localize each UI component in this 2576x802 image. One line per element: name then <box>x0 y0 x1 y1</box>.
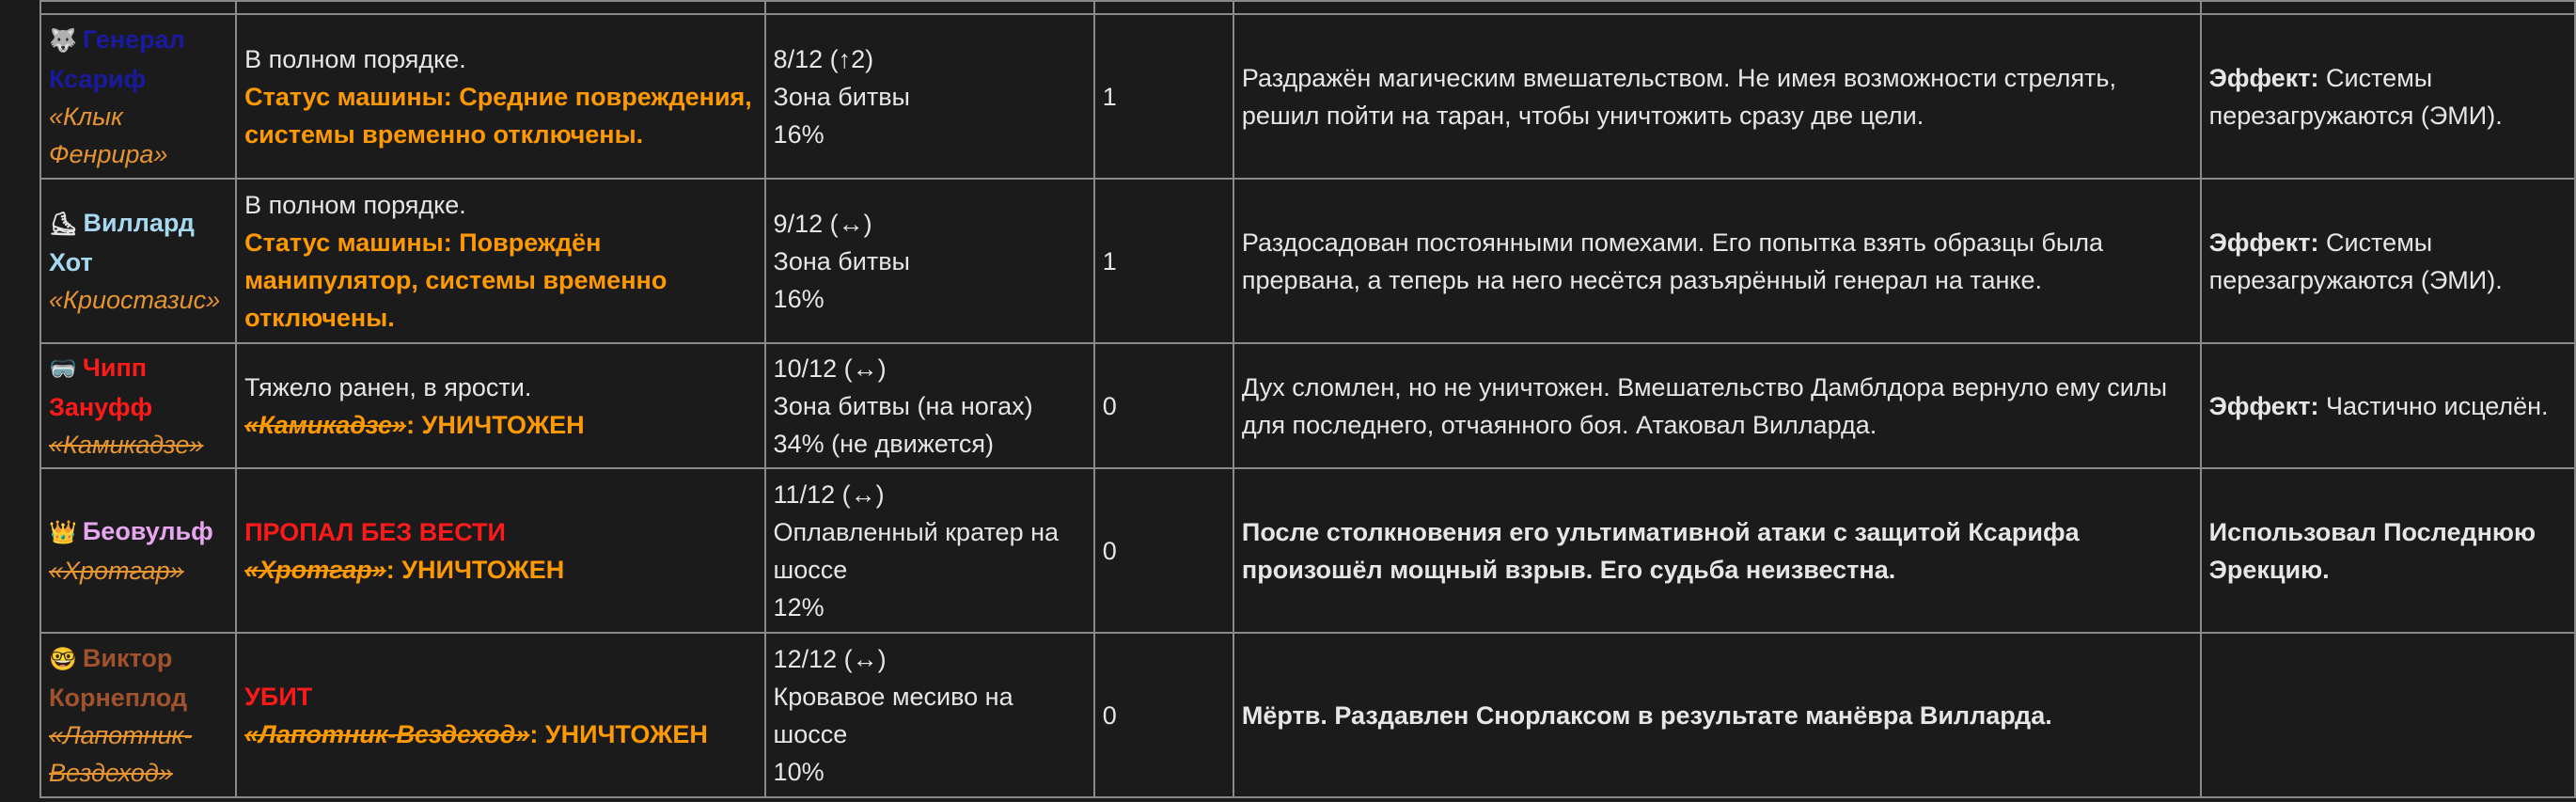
state-cell <box>236 179 764 343</box>
location-text: Зона битвы (на ногах) <box>773 391 1033 420</box>
table-row <box>40 468 2575 633</box>
location-text: Оплавленный кратер на шоссе <box>773 517 1060 584</box>
participant-cell <box>40 14 236 179</box>
effect-label: Эффект: <box>2208 391 2319 420</box>
position-cell <box>765 468 1094 633</box>
effect-text: Частично исцелён. <box>2326 391 2549 420</box>
description-cell: Дух сломлен, но не уничтожен. Вмешательство Дамблдора вернуло ему силы для последнего, отчаянного боя. Атаковал Вилларда. <box>1233 343 2201 468</box>
nerd-face-icon: 🤓 <box>49 646 77 672</box>
participant-cell <box>40 179 236 343</box>
condition-text: ПРОПАЛ БЕЗ ВЕСТИ <box>244 517 506 546</box>
participant-name: Генерал Ксариф <box>49 24 185 93</box>
hp-text: 10% <box>773 757 825 786</box>
skate-icon: ⛸ <box>49 211 78 237</box>
mech-name: «Лапотник-Вездеход» <box>49 720 193 787</box>
state-cell <box>236 633 764 797</box>
participant-cell <box>40 343 236 468</box>
participants-status-table <box>39 0 2576 798</box>
rank-text: 11/12 (↔) <box>773 480 885 509</box>
mech-name: «Камикадзе» <box>49 430 204 459</box>
mech-name: «Криостазис» <box>49 285 221 314</box>
description-cell: Раздосадован постоянными помехами. Его попытка взять образцы была прервана, а теперь на него несётся разъярённый генерал на танке. <box>1233 179 2201 343</box>
hp-text: 12% <box>773 592 825 621</box>
position-cell <box>765 179 1094 343</box>
location-text: Зона битвы <box>773 82 910 111</box>
effect-cell <box>2201 633 2575 797</box>
rank-text: 12/12 (↔) <box>773 644 887 673</box>
location-text: Зона битвы <box>773 246 910 275</box>
participant-name: Беовульф <box>82 516 213 545</box>
rank-text: 10/12 (↔) <box>773 354 887 383</box>
rank-text: 9/12 (↔) <box>773 209 872 238</box>
effect-cell <box>2201 179 2575 343</box>
effect-label: Эффект: <box>2208 228 2319 257</box>
mech-status-text: Статус машины: Повреждён манипулятор, системы временно отключены. <box>244 228 668 332</box>
mech-status-text <box>244 716 756 753</box>
participant-cell <box>40 633 236 797</box>
hp-text: 34% (не движется) <box>773 429 995 458</box>
effect-text: Использовал Последнюю Эрекцию. <box>2208 517 2537 584</box>
position-cell <box>765 343 1094 468</box>
location-text: Кровавое месиво на шоссе <box>773 682 1013 748</box>
description-cell: После столкновения его ультимативной атаки с защитой Ксарифа произошёл мощный взрыв. Его судьба неизвестна. <box>1233 468 2201 633</box>
destroyed-label: : УНИЧТОЖЕН <box>385 555 565 584</box>
effect-text: Системы перезагружаются (ЭМИ). <box>2208 228 2503 294</box>
count-cell: 0 <box>1094 633 1233 797</box>
effect-label: Эффект: <box>2208 63 2319 92</box>
mech-name: «Клык Фенрира» <box>49 102 168 168</box>
rank-text: 8/12 (↑2) <box>773 44 874 73</box>
participant-name: Виллард Хот <box>49 208 195 276</box>
state-cell <box>236 343 764 468</box>
state-cell <box>236 14 764 179</box>
mech-name: «Хротгар» <box>49 556 184 585</box>
condition-text: В полном порядке. <box>244 190 466 219</box>
description-cell: Мёртв. Раздавлен Снорлаксом в результате манёвра Вилларда. <box>1233 633 2201 797</box>
table-row-partial <box>40 1 2575 14</box>
destroyed-mech-name: «Хротгар» <box>244 555 386 584</box>
hp-text: 16% <box>773 284 825 313</box>
destroyed-mech-name: «Камикадзе» <box>244 410 407 439</box>
description-cell: Раздражён магическим вмешательством. Не имея возможности стрелять, решил пойти на таран, чтобы уничтожить сразу две цели. <box>1233 14 2201 179</box>
hp-text: 16% <box>773 119 825 149</box>
count-cell: 1 <box>1094 14 1233 179</box>
wolf-icon: 🐺 <box>49 27 77 54</box>
effect-cell <box>2201 468 2575 633</box>
effect-text: Системы перезагружаются (ЭМИ). <box>2208 63 2503 130</box>
mech-status-text <box>244 551 756 589</box>
condition-text: Тяжело ранен, в ярости. <box>244 372 532 401</box>
mech-status-text: Статус машины: Средние повреждения, системы временно отключены. <box>244 82 752 149</box>
table-row <box>40 633 2575 797</box>
destroyed-label: : УНИЧТОЖЕН <box>406 410 585 439</box>
effect-cell <box>2201 343 2575 468</box>
participant-name: Чипп Зануфф <box>49 353 153 421</box>
effect-cell <box>2201 14 2575 179</box>
table-row <box>40 179 2575 343</box>
crown-icon: 👑 <box>49 519 77 545</box>
destroyed-mech-name: «Лапотник-Вездеход» <box>244 719 530 748</box>
participant-name: Виктор Корнеплод <box>49 643 188 712</box>
position-cell <box>765 14 1094 179</box>
condition-text: УБИТ <box>244 682 313 711</box>
table-row <box>40 343 2575 468</box>
position-cell <box>765 633 1094 797</box>
mech-status-text <box>244 406 756 444</box>
table-row <box>40 14 2575 179</box>
destroyed-label: : УНИЧТОЖЕН <box>529 719 708 748</box>
count-cell: 0 <box>1094 343 1233 468</box>
state-cell <box>236 468 764 633</box>
goggles-icon: 🥽 <box>49 355 77 382</box>
count-cell: 1 <box>1094 179 1233 343</box>
participant-cell <box>40 468 236 633</box>
condition-text: В полном порядке. <box>244 44 466 73</box>
count-cell: 0 <box>1094 468 1233 633</box>
